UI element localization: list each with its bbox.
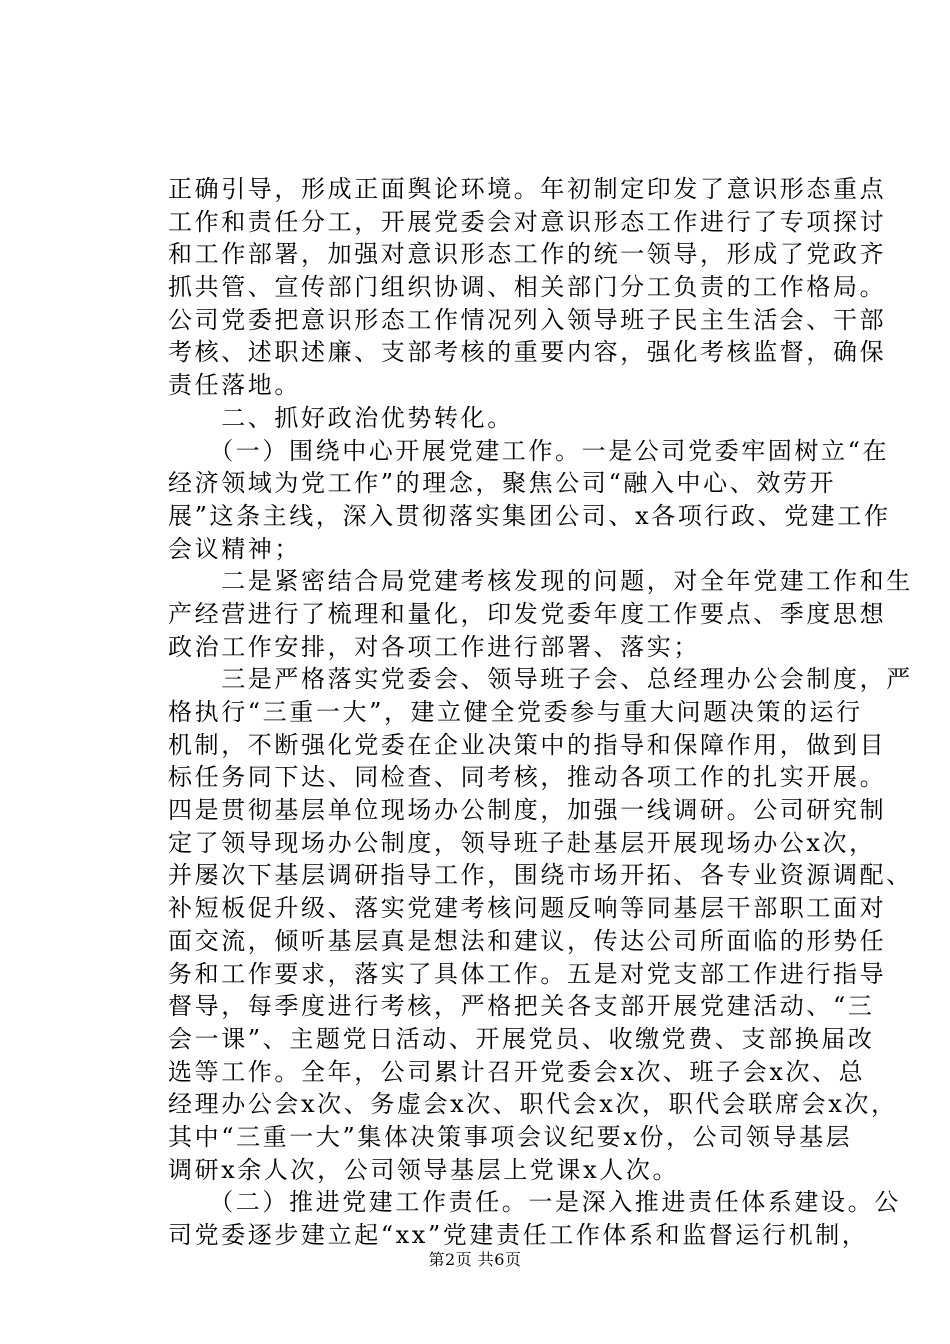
text-line: 格执行“三重一大”，建立健全党委参与重大问题决策的运行	[168, 698, 863, 726]
text-line: 四是贯彻基层单位现场办公制度，加强一线调研。公司研究制	[168, 796, 887, 825]
text-line: 司党委逐步建立起“xx”党建责任工作体系和监督运行机制，	[168, 1221, 869, 1249]
page-number: 第2页	[428, 1250, 473, 1269]
text-line: 责任落地。	[168, 371, 301, 400]
text-line: 考核、述职述廉、支部考核的重要内容，强化考核监督，确保	[168, 338, 887, 367]
text-line: 调研x余人次，公司领导基层上党课x人次。	[168, 1155, 680, 1184]
text-line: 标任务同下达、同检查、同考核，推动各项工作的扎实开展。	[168, 763, 887, 792]
text-line: 二是紧密结合局党建考核发现的问题，对全年党建工作和生	[168, 567, 913, 596]
text-line: 补短板促升级、落实党建考核问题反响等同基层干部职工面对	[168, 894, 887, 923]
page-footer	[0, 1250, 950, 1270]
body-text	[168, 173, 913, 1252]
text-line: 正确引导，形成正面舆论环境。年初制定印发了意识形态重点	[168, 175, 887, 203]
text-line: 会一课”、主题党日活动、开展党员、收缴党费、支部换届改	[168, 1024, 875, 1053]
text-line: （二）推进党建工作责任。一是深入推进责任体系建设。公	[168, 1188, 901, 1217]
text-line: 政治工作安排，对各项工作进行部署、落实；	[168, 632, 700, 661]
text-line: 展”这条主线，深入贯彻落实集团公司、x各项行政、党建工作	[168, 501, 891, 530]
text-line: 经理办公会x次、务虚会x次、职代会x次，职代会联席会x次，	[168, 1090, 898, 1119]
text-line: 公司党委把意识形态工作情况列入领导班子民主生活会、干部	[168, 305, 887, 334]
text-line: 经济领域为党工作”的理念，聚焦公司“融入中心、效劳开	[168, 469, 837, 498]
text-line: 和工作部署，加强对意识形态工作的统一领导，形成了党政齐	[168, 240, 887, 269]
text-line: 并屡次下基层调研指导工作，围绕市场开拓、各专业资源调配、	[168, 861, 913, 890]
text-line: 三是严格落实党委会、领导班子会、总经理办公会制度，严	[168, 665, 913, 694]
text-line: 会议精神；	[168, 534, 301, 563]
text-line: 工作和责任分工，开展党委会对意识形态工作进行了专项探讨	[168, 207, 887, 236]
section-heading: 二、抓好政治优势转化。	[168, 403, 514, 432]
text-line: 面交流，倾听基层真是想法和建议，传达公司所面临的形势任	[168, 926, 887, 955]
text-line: 其中“三重一大”集体决策事项会议纪要x份，公司领导基层	[168, 1122, 853, 1151]
text-line: 督导，每季度进行考核，严格把关各支部开展党建活动、“三	[168, 992, 875, 1021]
text-line: 务和工作要求，落实了具体工作。五是对党支部工作进行指导	[168, 959, 887, 988]
text-line: 抓共管、宣传部门组织协调、相关部门分工负责的工作格局。	[168, 273, 887, 302]
text-line: 定了领导现场办公制度，领导班子赴基层开展现场办公x次，	[168, 828, 876, 857]
text-line: 产经营进行了梳理和量化，印发党委年度工作要点、季度思想	[168, 599, 887, 628]
text-line: （一）围绕中心开展党建工作。一是公司党委牢固树立“在	[168, 436, 890, 465]
page-total: 共6页	[477, 1250, 522, 1269]
text-line: 选等工作。全年，公司累计召开党委会x次、班子会x次、总	[168, 1057, 866, 1086]
text-line: 机制，不断强化党委在企业决策中的指导和保障作用，做到目	[168, 730, 887, 759]
